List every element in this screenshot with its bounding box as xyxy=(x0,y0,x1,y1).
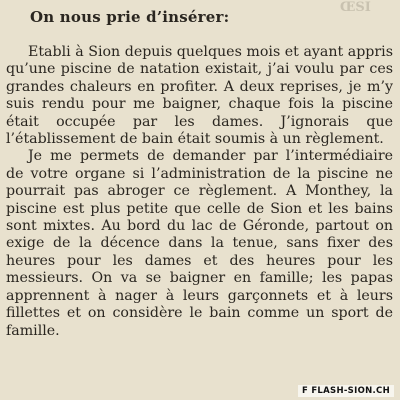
article-body xyxy=(6,44,393,340)
paragraph-2: Je me permets de demander par l’intermédiaire de votre organe si l’administration de la piscine ne pourrait pas abroger ce règlement. A Monthey, la piscine est plus petite que celle de Sion et les bains sont mixtes. Au bord du lac de Géronde, partout on exige de la décence dans la tenue, sans fixer des heures pour les dames et des heures pour les messieurs. On va se baigner en famille; les papas apprennent à nager à leurs garçonnets et à leurs fillettes et on considère le bain comme un sport de famille. xyxy=(6,148,393,339)
torn-header-fragment: ŒSI xyxy=(340,0,371,15)
paragraph-1: Etabli à Sion depuis quelques mois et ayant appris qu’une piscine de natation existait, j’ai voulu par ces grandes chaleurs en profiter. A deux reprises, je m’y suis rendu pour me baigner, chaque fois la piscine était occupée par les dames. J’ignorais que l’établissement de bain était soumis à un règlement. xyxy=(6,44,393,148)
article-heading: On nous prie d’insérer: xyxy=(30,8,230,26)
watermark-label: F FLASH-SION.CH xyxy=(298,385,394,397)
